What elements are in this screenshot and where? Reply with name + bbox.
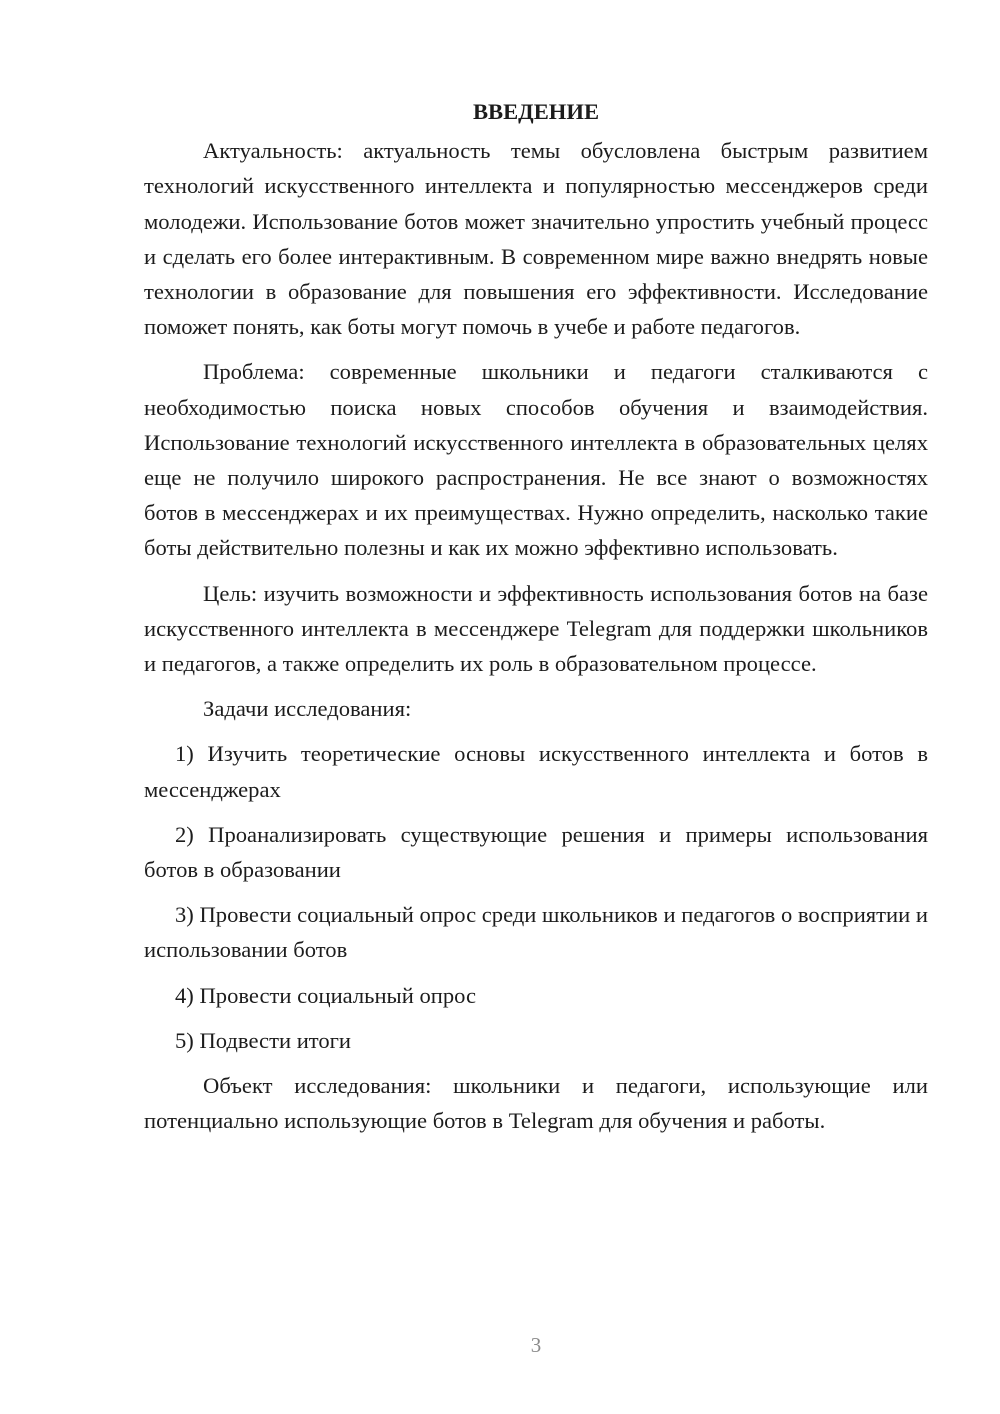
section-title: ВВЕДЕНИЕ (472, 99, 600, 124)
paragraph-object: Объект исследования: школьники и педагоги, использующие или потенциально использующие ботов в Telegram для обучения и работы. (144, 1073, 928, 1134)
paragraph-goal: Цель: изучить возможности и эффективность использования ботов на базе искусственного интеллекта в мессенджере Telegram для поддержки школьников и педагогов, а также определить их роль в образовательном процессе. (144, 580, 928, 677)
paragraph-tasks-heading: Задачи исследования: (203, 696, 412, 722)
paragraph-problem: Проблема: современные школьники и педагоги сталкиваются с необходимостью поиска новых способов обучения и взаимодействия. Использование технологий искусственного интеллекта в образовательных целях еще не получило широкого распространения. Не все знают о возможностях ботов в мессенджерах и их преимуществах. Нужно определить, насколько такие боты действительно полезны и как их можно эффективно использовать. (144, 359, 928, 561)
page-number: 3 (530, 1333, 542, 1357)
task-item-2: 2) Проанализировать существующие решения и примеры использования ботов в образовании (144, 821, 928, 883)
paragraph-relevance: Актуальность: актуальность темы обусловлена быстрым развитием технологий искусственного интеллекта и популярностью мессенджеров среди молодежи. Использование ботов может значительно упростить учебный процесс и сделать его более интерактивным. В современном мире важно внедрять новые технологии в образование для повышения его эффективности. Исследование поможет понять, как боты могут помочь в учебе и работе педагогов. (144, 138, 928, 340)
document-body (144, 94, 928, 1138)
task-item-4: 4) Провести социальный опрос (175, 982, 477, 1008)
tasks-list (144, 736, 928, 1058)
task-item-1: 1) Изучить теоретические основы искусственного интеллекта и ботов в мессенджерах (144, 741, 928, 802)
task-item-5: 5) Подвести итоги (175, 1027, 352, 1053)
task-item-3: 3) Провести социальный опрос среди школьников и педагогов о восприятии и использовании ботов (144, 902, 928, 963)
